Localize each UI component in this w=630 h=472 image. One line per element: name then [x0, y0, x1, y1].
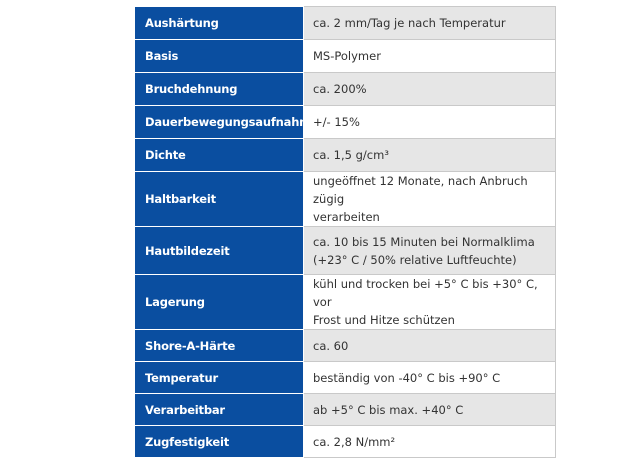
value-line: Frost und Hitze schützen — [313, 313, 455, 327]
property-label: Zugfestigkeit — [136, 426, 304, 458]
table-row — [136, 106, 556, 139]
table-row — [136, 362, 556, 394]
table-row — [136, 275, 556, 330]
value-line: (+23° C / 50% relative Luftfeuchte) — [313, 252, 517, 267]
property-label: Verarbeitbar — [136, 394, 304, 426]
property-value — [304, 227, 556, 275]
property-label: Dauerbewegungsaufnahme — [136, 106, 304, 139]
table-row — [136, 40, 556, 73]
property-label: Hautbildezeit — [136, 227, 304, 275]
product-specs-table — [135, 6, 556, 458]
table-row — [136, 394, 556, 426]
property-value: ab +5° C bis max. +40° C — [304, 394, 556, 426]
value-line: ungeöffnet 12 Monate, nach Anbruch zügig — [313, 174, 528, 206]
property-value: ca. 2 mm/Tag je nach Temperatur — [304, 7, 556, 40]
property-value: ca. 1,5 g/cm³ — [304, 139, 556, 172]
property-label: Lagerung — [136, 275, 304, 330]
property-value: ca. 2,8 N/mm² — [304, 426, 556, 458]
value-line: verarbeiten — [313, 210, 380, 224]
table-row — [136, 172, 556, 227]
property-value: ca. 200% — [304, 73, 556, 106]
table-row — [136, 227, 556, 275]
property-label: Dichte — [136, 139, 304, 172]
property-value: beständig von -40° C bis +90° C — [304, 362, 556, 394]
property-value: MS-Polymer — [304, 40, 556, 73]
value-line: ca. 10 bis 15 Minuten bei Normalklima — [313, 234, 535, 249]
property-value — [304, 172, 556, 227]
property-value: +/- 15% — [304, 106, 556, 139]
property-value: ca. 60 — [304, 330, 556, 362]
property-label: Temperatur — [136, 362, 304, 394]
property-value — [304, 275, 556, 330]
property-label: Shore-A-Härte — [136, 330, 304, 362]
property-label: Basis — [136, 40, 304, 73]
table-row — [136, 139, 556, 172]
table-row — [136, 73, 556, 106]
table-row — [136, 330, 556, 362]
table-row — [136, 7, 556, 40]
property-label: Bruchdehnung — [136, 73, 304, 106]
table-row — [136, 426, 556, 458]
property-label: Haltbarkeit — [136, 172, 304, 227]
property-label: Aushärtung — [136, 7, 304, 40]
value-line: kühl und trocken bei +5° C bis +30° C, vor — [313, 277, 538, 309]
